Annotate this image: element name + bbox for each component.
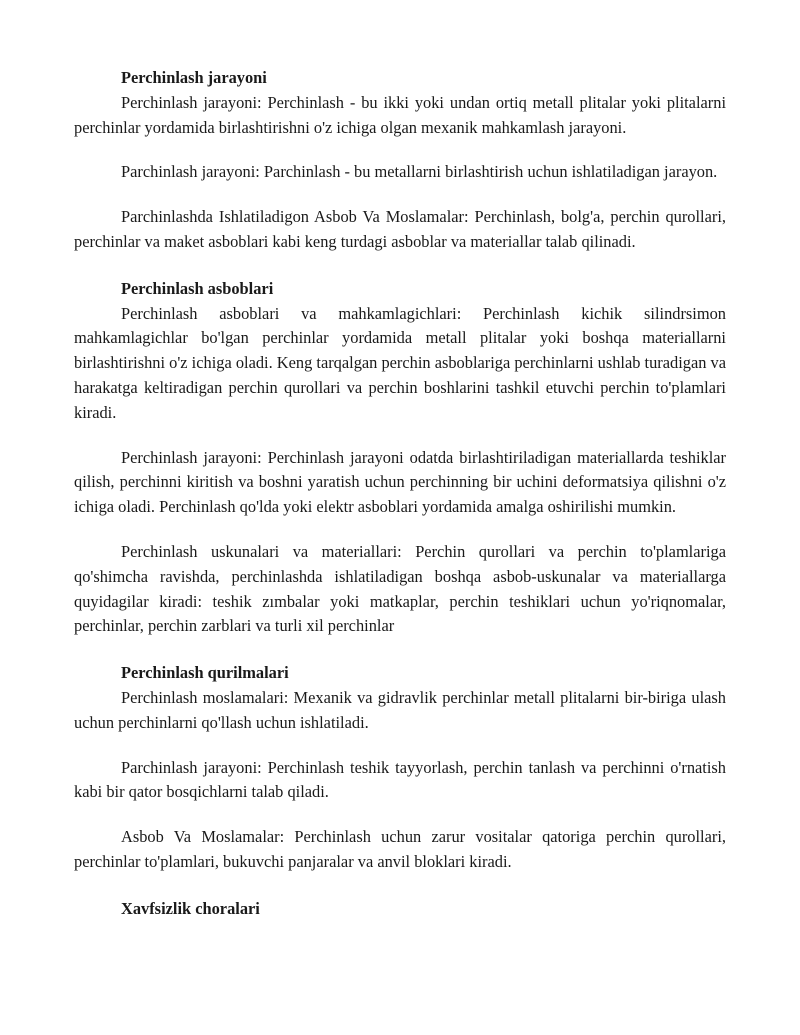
section-perchinlash-jarayoni (74, 66, 726, 255)
paragraph: Perchinlash jarayoni: Perchinlash - bu ikki yoki undan ortiq metall plitalar yoki plitalarni perchinlar yordamida birlashtirishni o'z ichiga olgan mexanik mahkamlash jarayoni. (74, 92, 726, 137)
paragraph: Parchinlash jarayoni: Parchinlash - bu metallarni birlashtirish uchun ishlatiladigan jarayon. (121, 162, 718, 182)
section-heading: Perchinlash jarayoni (121, 68, 267, 87)
paragraph: Perchinlash jarayoni: Perchinlash jarayoni odatda birlashtiriladigan materiallarda teshiklar qilish, perchinni kiritish va boshni yaratish uchun perchinning bir uchini deformatsiya qilishni o'z ichiga oladi. Perchinlash qo'lda yoki elektr asboblari yordamida amalga oshirilishi mumkin. (74, 447, 726, 517)
paragraph: Parchinlash jarayoni: Perchinlash teshik tayyorlash, perchin tanlash va perchinni o'rnatish kabi bir qator bosqichlarni talab qiladi. (74, 757, 726, 802)
paragraph: Perchinlash asboblari va mahkamlagichlari: Perchinlash kichik silindrsimon mahkamlagichlar bo'lgan perchinlar yordamida metall plitalar yoki boshqa materiallarni birlashtirishni o'z ichiga oladi. Keng tarqalgan perchin asboblariga perchinlarni ushlab turadigan va harakatga keltiradigan perchin qurollari va perchin boshlarini tashkil etuvchi perchin to'plamlari kiradi. (74, 303, 726, 422)
section-heading: Xavfsizlik choralari (121, 898, 260, 918)
paragraph: Perchinlash moslamalari: Mexanik va gidravlik perchinlar metall plitalarni bir-biriga ulash uchun perchinlarni qo'llash uchun ishlatiladi. (74, 687, 726, 732)
paragraph: Parchinlashda Ishlatiladigon Asbob Va Moslamalar: Perchinlash, bolg'a, perchin qurollari, perchinlar va maket asboblari kabi keng turdagi asboblar va materiallar talab qilinadi. (74, 207, 726, 251)
section-perchinlash-qurilmalari (74, 661, 726, 875)
section-heading: Perchinlash qurilmalari (121, 663, 289, 683)
paragraph: Perchinlash uskunalari va materiallari: Perchin qurollari va perchin to'plamlariga qo'shimcha ravishda, perchinlashda ishlatiladigan boshqa asbob-uskunalar va materiallarga quyidagilar kiradi: teshik zımbalar yoki matkaplar, perchin teshiklari uchun yo'riqnomalar, perchinlar, perchin zarblari va turli xil perchinlar (74, 541, 726, 636)
paragraph: Asbob Va Moslamalar: Perchinlash uchun zarur vositalar qatoriga perchin qurollari, perchinlar to'plamlari, bukuvchi panjaralar va anvil bloklari kiradi. (74, 827, 726, 871)
section-perchinlash-asboblari (74, 277, 726, 639)
section-xavfsizlik-choralari (74, 897, 726, 922)
section-heading: Perchinlash asboblari (121, 278, 274, 298)
